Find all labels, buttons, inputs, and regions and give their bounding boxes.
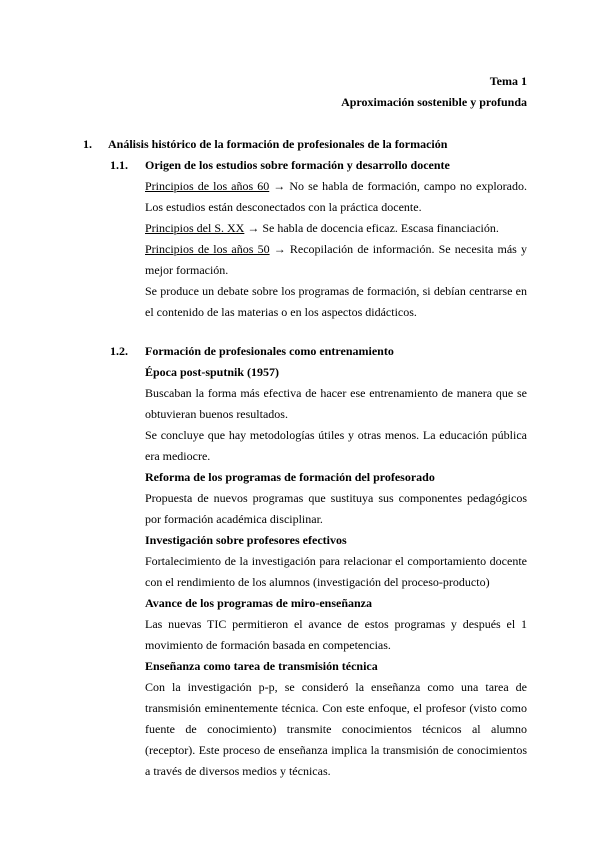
- subsection-heading: Investigación sobre profesores efectivos: [145, 533, 347, 547]
- subsection-heading: Avance de los programas de miro-enseñanza: [145, 596, 372, 610]
- paragraph: Se concluye que hay metodologías útiles y otras menos. La educación pública era mediocre.: [145, 428, 527, 463]
- topic-label: Tema 1: [489, 74, 527, 88]
- subsection-heading: Época post-sputnik (1957): [145, 365, 280, 379]
- period-label: Principios de los años 60: [145, 179, 270, 193]
- period-text: → No se habla de formación, campo no explorado. Los estudios están desconectados con la práctica docente.: [145, 179, 527, 214]
- subsection-number: 1.2.: [110, 344, 128, 358]
- paragraph: Propuesta de nuevos programas que sustituya sus componentes pedagógicos por formación académica disciplinar.: [145, 491, 527, 526]
- period-text: → Recopilación de información. Se necesita más y mejor formación.: [145, 242, 527, 277]
- subsection-heading: Reforma de los programas de formación del profesorado: [145, 470, 435, 484]
- subsection-title: Origen de los estudios sobre formación y desarrollo docente: [145, 158, 450, 172]
- section-1-1-body: [145, 176, 527, 323]
- paragraph: Fortalecimiento de la investigación para relacionar el comportamiento docente con el rendimiento de los alumnos (investigación del proceso-producto): [145, 554, 527, 589]
- topic-subtitle: Aproximación sostenible y profunda: [341, 95, 527, 109]
- subsection-title: Formación de profesionales como entrenamiento: [145, 344, 394, 358]
- period-label: Principios de los años 50: [145, 242, 270, 256]
- section-title: Análisis histórico de la formación de profesionales de la formación: [108, 137, 448, 151]
- section-number: 1.: [83, 137, 92, 151]
- period-item: [145, 176, 527, 218]
- period-label: Principios del S. XX: [145, 221, 245, 235]
- paragraph: Con la investigación p-p, se consideró la enseñanza como una tarea de transmisión eminentemente técnica. Con este enfoque, el profesor (visto como fuente de conocimiento) transmite conocimientos técnicos al alumno (receptor). Este proceso de enseñanza implica la transmisión de conocimientos a través de diversos medios y técnicas.: [145, 680, 527, 778]
- paragraph: Se produce un debate sobre los programas de formación, si debían centrarse en el contenido de las materias o en los aspectos didácticos.: [145, 284, 527, 319]
- subsection-heading: Enseñanza como tarea de transmisión técnica: [145, 659, 378, 673]
- section-1-2-body: [145, 362, 527, 782]
- period-item: [145, 218, 527, 239]
- period-text: → Se habla de docencia eficaz. Escasa financiación.: [244, 221, 499, 235]
- paragraph: Buscaban la forma más efectiva de hacer ese entrenamiento de manera que se obtuvieran buenos resultados.: [145, 386, 527, 421]
- paragraph: Las nuevas TIC permitieron el avance de estos programas y después el 1 movimiento de formación basada en competencias.: [145, 617, 527, 652]
- period-item: [145, 239, 527, 281]
- subsection-number: 1.1.: [110, 158, 128, 172]
